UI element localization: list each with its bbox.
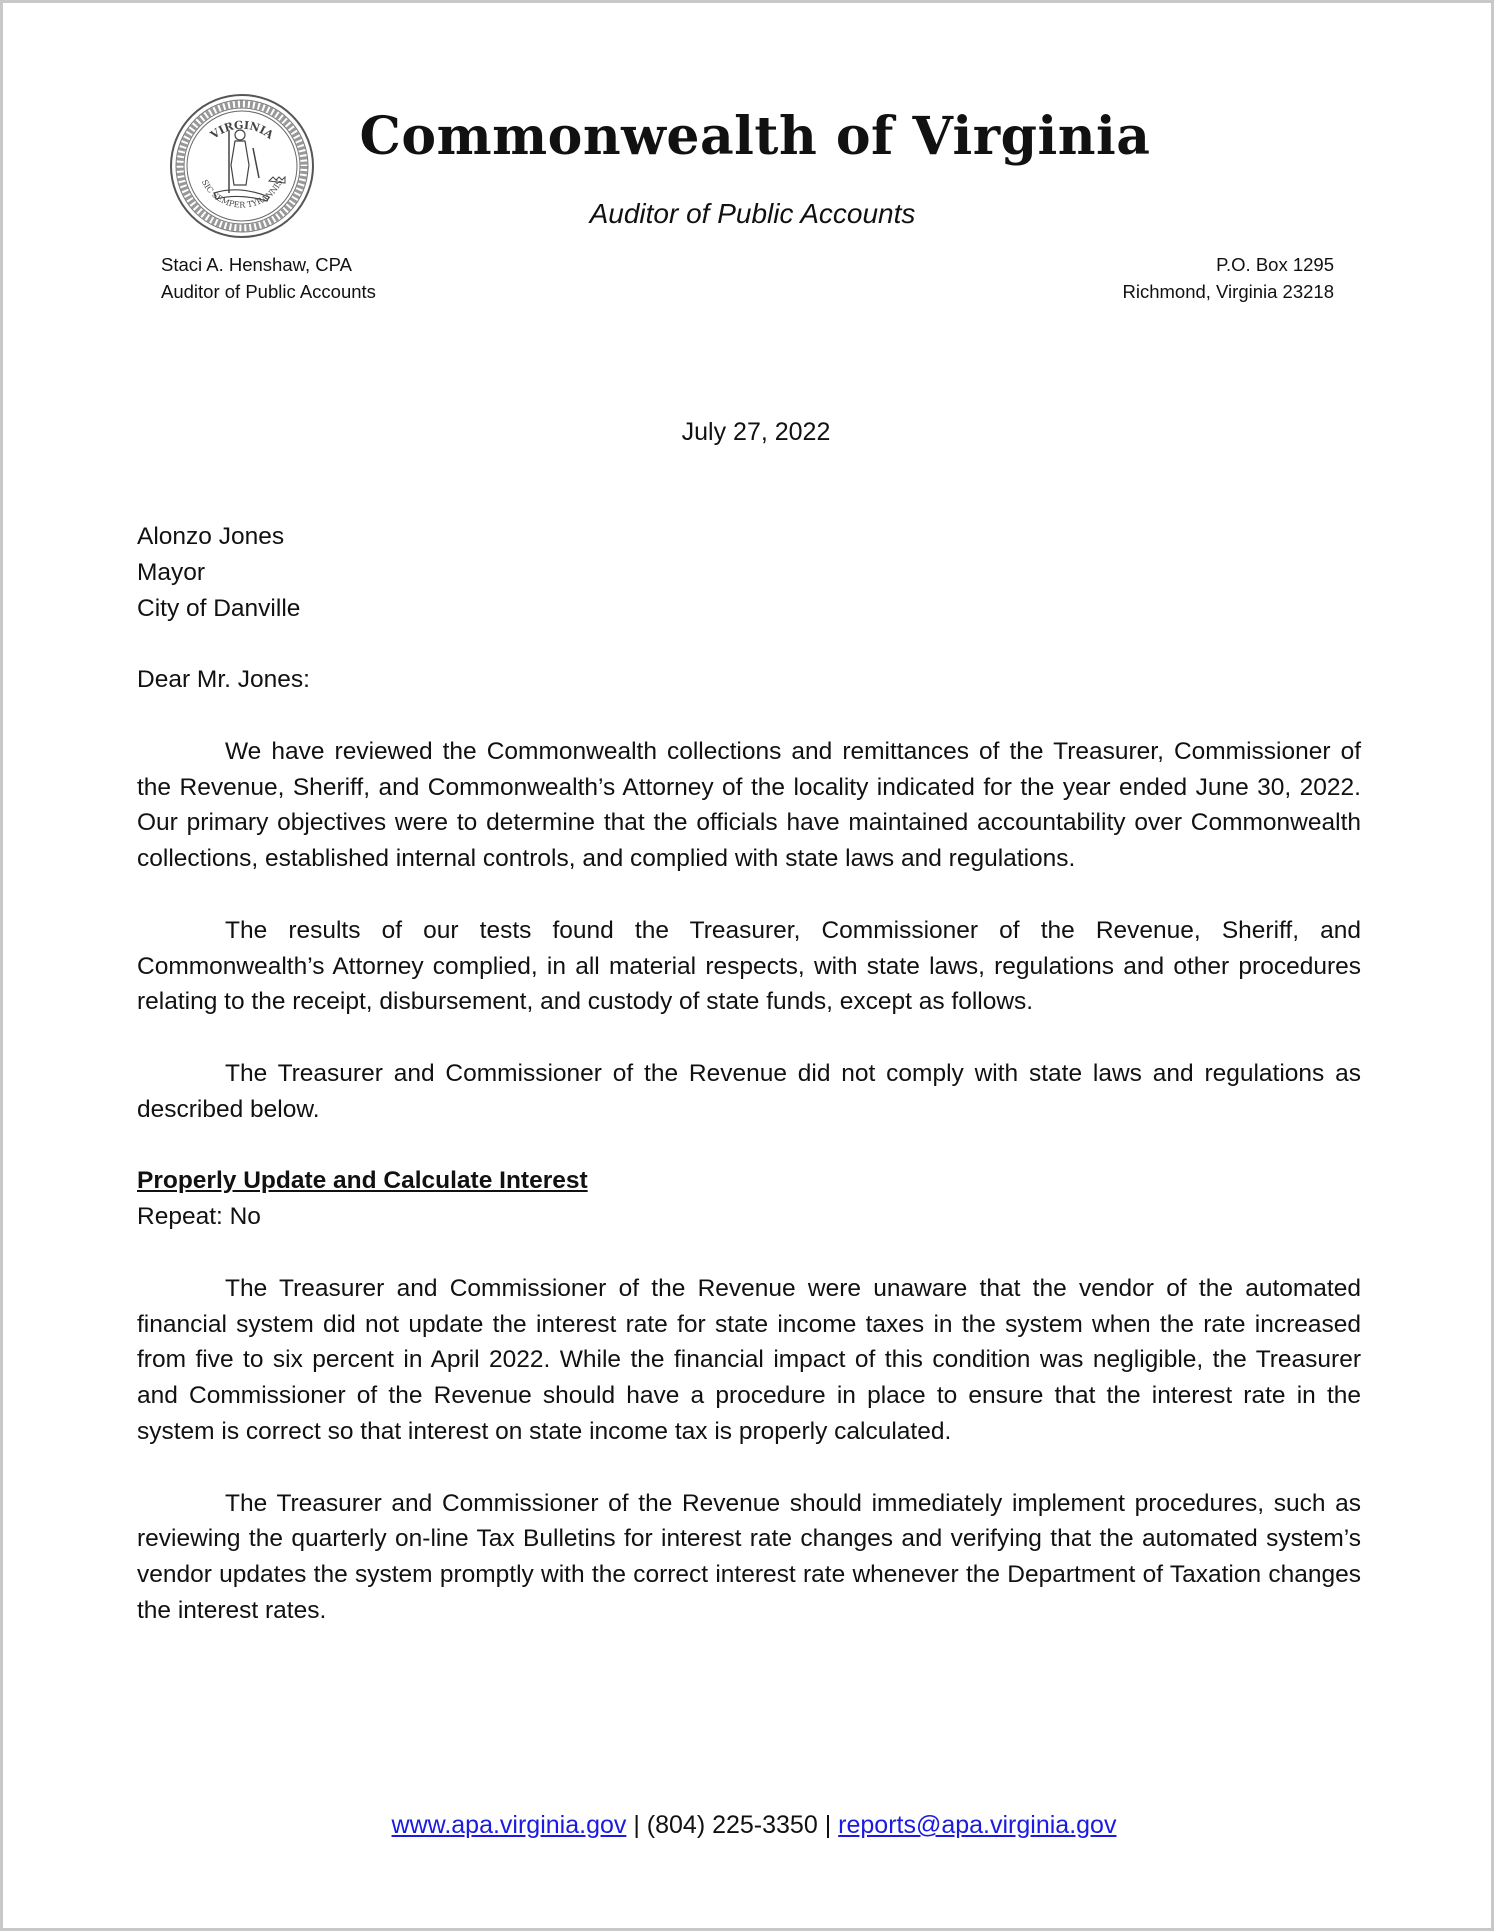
paragraph-results: The results of our tests found the Treasurer, Commissioner of the Revenue, Sheriff, and Commonwealth’s Attorney complied, in all material respects, with state laws, regulations and other procedures relating to the receipt, disbursement, and custody of state funds, except as follows. bbox=[137, 916, 1361, 1016]
finding-recommendation: The Treasurer and Commissioner of the Revenue should immediately implement procedures, such as reviewing the quarterly on-line Tax Bulletins for interest rate changes and verifying that the automated system’s vendor updates the system promptly with the correct interest rate whenever the Department of Taxation changes the interest rates. bbox=[137, 1489, 1361, 1624]
letter-body bbox=[137, 519, 1361, 1629]
separator: | bbox=[824, 1811, 832, 1839]
city-state-zip: Richmond, Virginia 23218 bbox=[1122, 281, 1334, 302]
recipient-block bbox=[137, 519, 1361, 626]
salutation: Dear Mr. Jones: bbox=[137, 666, 310, 694]
website-link[interactable]: www.apa.virginia.gov bbox=[391, 1811, 627, 1839]
letter-date: July 27, 2022 bbox=[681, 418, 831, 446]
recipient-locality: City of Danville bbox=[137, 594, 301, 622]
recipient-title: Mayor bbox=[137, 558, 206, 586]
finding-repeat-status: Repeat: No bbox=[137, 1203, 261, 1231]
auditor-name: Staci A. Henshaw, CPA bbox=[161, 254, 352, 275]
separator: | bbox=[633, 1811, 640, 1839]
email-link[interactable]: reports@apa.virginia.gov bbox=[838, 1811, 1117, 1839]
svg-text:VIRGINIA: VIRGINIA bbox=[208, 118, 276, 142]
finding-condition: The Treasurer and Commissioner of the Revenue were unaware that the vendor of the automated financial system did not update the interest rate for state income taxes in the system when the rate increased from five to six percent in April 2022. While the financial impact of this condition was negligible, the Treasurer and Commissioner of the Revenue should have a procedure in place to ensure that the interest rate in the system is correct so that interest on state income tax is properly calculated. bbox=[137, 1274, 1361, 1445]
paragraph-noncompliance: The Treasurer and Commissioner of the Revenue did not comply with state laws and regulations as described below. bbox=[137, 1059, 1361, 1123]
phone-number: (804) 225-3350 bbox=[646, 1811, 818, 1839]
page-title: Commonwealth of Virginia bbox=[359, 106, 1151, 167]
footer-contact bbox=[3, 1809, 1494, 1841]
svg-text:SIC SEMPER TYRANNIS: SIC SEMPER TYRANNIS bbox=[199, 178, 285, 210]
auditor-title: Auditor of Public Accounts bbox=[161, 281, 376, 302]
auditor-info bbox=[161, 251, 376, 305]
recipient-name: Alonzo Jones bbox=[137, 523, 285, 550]
finding-heading: Properly Update and Calculate Interest bbox=[137, 1167, 588, 1195]
mailing-address bbox=[1122, 251, 1334, 305]
office-subtitle: Auditor of Public Accounts bbox=[589, 198, 916, 229]
paragraph-objectives: We have reviewed the Commonwealth collections and remittances of the Treasurer, Commissioner of the Revenue, Sheriff, and Commonwealth’s Attorney of the locality indicated for the year ended June 30, 2022. Our primary objectives were to determine that the officials have maintained accountability over Commonwealth collections, established internal controls, and complied with state laws and regulations. bbox=[137, 737, 1361, 873]
po-box: P.O. Box 1295 bbox=[1216, 254, 1334, 275]
